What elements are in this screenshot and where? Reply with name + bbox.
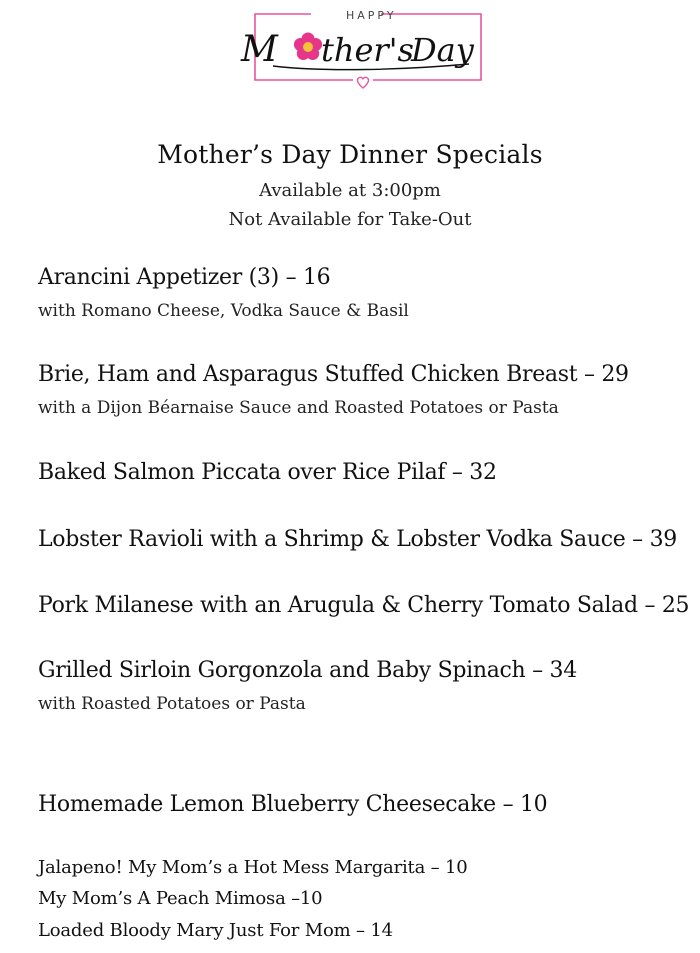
menu-item-title: Brie, Ham and Asparagus Stuffed Chicken Breast – 29 bbox=[38, 362, 629, 387]
menu-item-title: Grilled Sirloin Gorgonzola and Baby Spinach – 34 bbox=[38, 658, 577, 683]
menu-item-desc: with Romano Cheese, Vodka Sauce & Basil bbox=[38, 301, 409, 321]
logo-happy-text: HAPPY bbox=[346, 9, 397, 22]
menu-item-title: Pork Milanese with an Arugula & Cherry Tomato Salad – 25 bbox=[38, 593, 690, 618]
svg-text:M: M bbox=[241, 29, 278, 70]
svg-text:ther's: ther's bbox=[321, 31, 414, 69]
flower-icon bbox=[294, 33, 322, 61]
svg-text:Day: Day bbox=[411, 31, 474, 69]
menu-item-title: Arancini Appetizer (3) – 16 bbox=[38, 265, 331, 290]
drink-item: Loaded Bloody Mary Just For Mom – 14 bbox=[38, 920, 393, 941]
menu-item-title: Baked Salmon Piccata over Rice Pilaf – 32 bbox=[38, 460, 497, 485]
takeout-notice: Not Available for Take-Out bbox=[228, 209, 472, 230]
mothers-day-logo bbox=[233, 0, 493, 92]
availability-time: Available at 3:00pm bbox=[259, 180, 441, 201]
drink-item: Jalapeno! My Mom’s a Hot Mess Margarita – 10 bbox=[38, 857, 468, 878]
menu-item-title: Lobster Ravioli with a Shrimp & Lobster Vodka Sauce – 39 bbox=[38, 527, 677, 552]
heart-icon bbox=[357, 77, 368, 88]
dessert-item: Homemade Lemon Blueberry Cheesecake – 10 bbox=[38, 792, 548, 817]
menu-item-desc: with a Dijon Béarnaise Sauce and Roasted Potatoes or Pasta bbox=[38, 398, 559, 418]
menu-title: Mother’s Day Dinner Specials bbox=[157, 140, 543, 169]
logo-graphic bbox=[233, 0, 493, 92]
menu-item-desc: with Roasted Potatoes or Pasta bbox=[38, 694, 306, 714]
drink-item: My Mom’s A Peach Mimosa –10 bbox=[38, 888, 323, 909]
